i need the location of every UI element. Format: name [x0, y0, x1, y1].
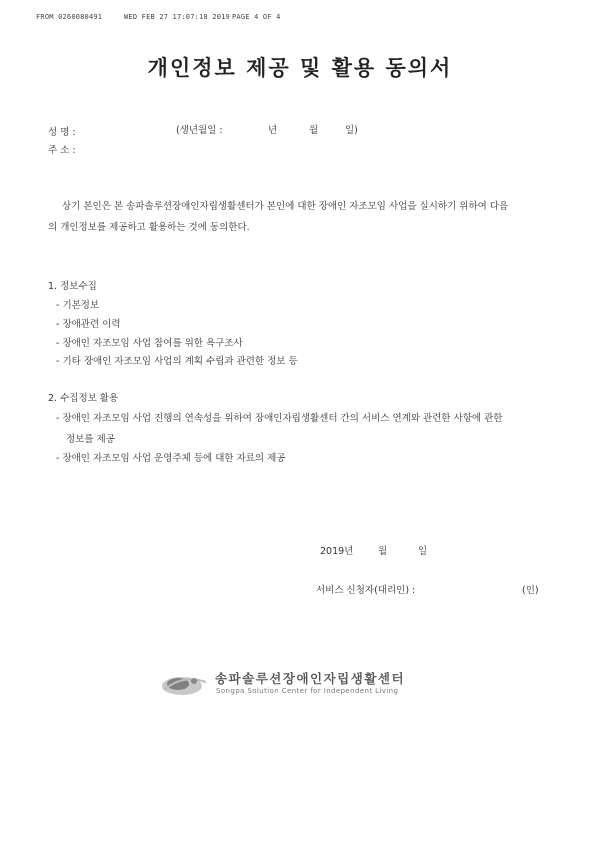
date-year: 2019년 — [320, 546, 354, 557]
section2-item1-line2: 정보를 제공 — [66, 434, 115, 445]
section1-item-disability-history: - 장애관련 이력 — [56, 319, 121, 330]
intro-line-1: 상기 본인은 본 송파솔루션장애인자립생활센터가 본인에 대한 장애인 자조모임 사업을 실시하기 위하여 다음 — [62, 201, 509, 212]
birth-day-label: 일) — [345, 125, 358, 136]
date-month: 월 — [378, 546, 388, 557]
birth-label: (생년월일 : — [176, 125, 223, 136]
organization-name-english: Songpa Solution Center for Independent Living — [216, 687, 399, 695]
organization-logo-icon — [160, 670, 210, 700]
seal-mark: (인) — [522, 585, 539, 596]
document-title: 개인정보 제공 및 활용 동의서 — [147, 56, 453, 80]
fax-datetime: WED FEB 27 17:07:18 2019 — [124, 13, 230, 21]
section1-item-needs-survey: - 장애인 자조모임 사업 참여를 위한 욕구조사 — [56, 338, 243, 349]
section2-heading: 2. 수집정보 활용 — [48, 393, 119, 404]
name-label: 성 명 : — [48, 127, 76, 138]
fax-sender: FROM 0260080491 — [36, 13, 103, 21]
signature-label: 서비스 신청자(대리인) : — [316, 585, 416, 596]
address-label: 주 소 : — [48, 145, 76, 156]
date-day: 일 — [418, 546, 428, 557]
section2-item2: - 장애인 자조모임 사업 운영주체 등에 대한 자료의 제공 — [56, 453, 286, 464]
section2-item1-line1: - 장애인 자조모임 사업 진행의 연속성을 위하여 장애인자립생활센터 간의 서비스 연계와 관련한 사항에 관한 — [56, 413, 503, 424]
section1-heading: 1. 정보수집 — [48, 281, 97, 292]
fax-page-number: PAGE 4 OF 4 — [232, 13, 281, 21]
intro-line-2: 의 개인정보를 제공하고 활용하는 것에 동의한다. — [48, 222, 250, 233]
section1-item-basic-info: - 기본정보 — [56, 300, 100, 311]
organization-name-korean: 송파솔루션장애인자립생활센터 — [215, 671, 406, 686]
section1-item-other-info: - 기타 장애인 자조모임 사업의 계획 수립과 관련한 정보 등 — [56, 356, 298, 367]
birth-month-label: 월 — [309, 125, 319, 136]
birth-year-label: 년 — [268, 125, 278, 136]
